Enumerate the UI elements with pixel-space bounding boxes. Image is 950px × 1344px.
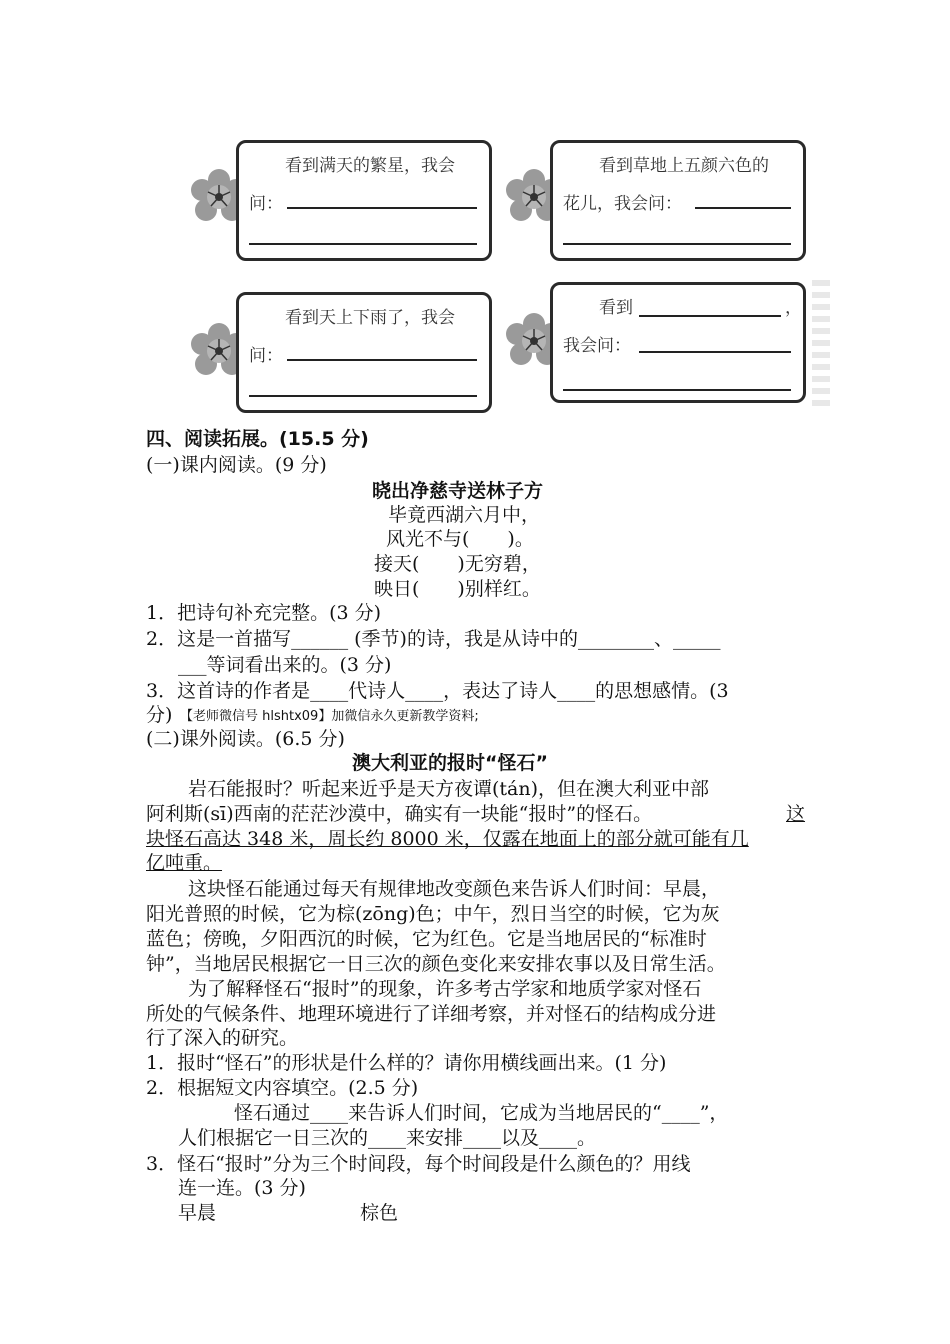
question: ___等词看出来的。(3 分) (178, 654, 392, 676)
question: 连一连。(3 分) (178, 1177, 306, 1199)
answer-line[interactable] (249, 243, 477, 245)
paragraph-line: 蓝色；傍晚，夕阳西沉的时候，它为红色。它是当地居民的“标准时 (146, 928, 707, 950)
answer-line[interactable] (563, 243, 791, 245)
card-text: 问： (249, 194, 283, 214)
question-card-rain (236, 292, 492, 413)
section-heading: 四、阅读拓展。(15.5 分) (146, 428, 369, 450)
question-card-flowers (550, 140, 806, 261)
question: 分) (146, 704, 173, 726)
match-left-item[interactable]: 早晨 (178, 1202, 217, 1224)
card-text: 花儿，我会问： (563, 194, 682, 214)
card-text: 看到草地上五颜六色的 (599, 156, 769, 176)
question-card-free (550, 282, 806, 403)
paragraph-line: 阳光普照的时候，它为棕(zōng)色；中午，烈日当空的时候，它为灰 (146, 903, 720, 925)
answer-line[interactable] (639, 315, 781, 317)
match-right-item[interactable]: 棕色 (360, 1202, 399, 1224)
card-text: 看到天上下雨了，我会 (285, 308, 455, 328)
decorative-stripes (812, 280, 830, 410)
paragraph-line: 行了深入的研究。 (146, 1027, 299, 1049)
paragraph-line: 所处的气候条件、地理环境进行了详细考察，并对怪石的结构成分进 (146, 1003, 717, 1025)
poem-line: 映日( )别样红。 (374, 578, 541, 600)
card-text: 看到满天的繁星，我会 (285, 156, 455, 176)
card-text: 我会问： (563, 336, 631, 356)
card-text: 看到 (599, 298, 633, 318)
answer-line[interactable] (287, 359, 477, 361)
paragraph-line: 亿吨重。 (146, 852, 223, 874)
watermark-text: 【老师微信号 hlshtx09】加微信永久更新教学资料; (180, 709, 479, 724)
story-title: 澳大利亚的报时“怪石” (352, 752, 548, 774)
answer-line[interactable] (287, 207, 477, 209)
paragraph-line: 块怪石高达 348 米，周长约 8000 米，仅露在地面上的部分就可能有几 (146, 828, 749, 850)
question: 2．根据短文内容填空。(2.5 分) (146, 1077, 419, 1099)
poem-line: 风光不与( )。 (386, 528, 534, 550)
poem-line: 毕竟西湖六月中， (388, 504, 541, 526)
paragraph-line: 阿利斯(sī)西南的茫茫沙漠中，确实有一块能“报时”的怪石。 (146, 803, 653, 825)
paragraph-line: 这 (786, 803, 806, 825)
fill-blank: 人们根据它一日三次的____来安排____以及____。 (178, 1127, 597, 1149)
answer-line[interactable] (563, 389, 791, 391)
paragraph-line: 这块怪石能通过每天有规律地改变颜色来告诉人们时间：早晨， (188, 878, 721, 900)
poem-title: 晓出净慈寺送林子方 (372, 480, 544, 502)
paragraph-line: 岩石能报时？听起来近乎是天方夜谭(tán)，但在澳大利亚中部 (188, 778, 710, 800)
answer-line[interactable] (249, 395, 477, 397)
poem-line: 接天( )无穷碧， (374, 553, 541, 575)
answer-line[interactable] (639, 351, 791, 353)
card-text: 问： (249, 346, 283, 366)
question: 2．这是一首描写______ (季节)的诗，我是从诗中的________、_____ (146, 628, 721, 650)
question: 3．这首诗的作者是____代诗人____，表达了诗人____的思想感情。(3 (146, 680, 729, 702)
answer-line[interactable] (695, 207, 791, 209)
question: 1．报时“怪石”的形状是什么样的？请你用横线画出来。(1 分) (146, 1052, 667, 1074)
paragraph-line: 钟”，当地居民根据它一日三次的颜色变化来安排农事以及日常生活。 (146, 953, 726, 975)
paragraph-line: 为了解释怪石“报时”的现象，许多考古学家和地质学家对怪石 (188, 978, 702, 1000)
question: 3．怪石“报时”分为三个时间段，每个时间段是什么颜色的？用线 (146, 1153, 691, 1175)
question-card-stars (236, 140, 492, 261)
subsection-heading: (一)课内阅读。(9 分) (146, 454, 327, 476)
subsection-heading: (二)课外阅读。(6.5 分) (146, 728, 345, 750)
question: 1．把诗句补充完整。(3 分) (146, 602, 382, 624)
card-text: ， (785, 298, 802, 318)
fill-blank: 怪石通过____来告诉人们时间，它成为当地居民的“____”， (234, 1102, 729, 1124)
